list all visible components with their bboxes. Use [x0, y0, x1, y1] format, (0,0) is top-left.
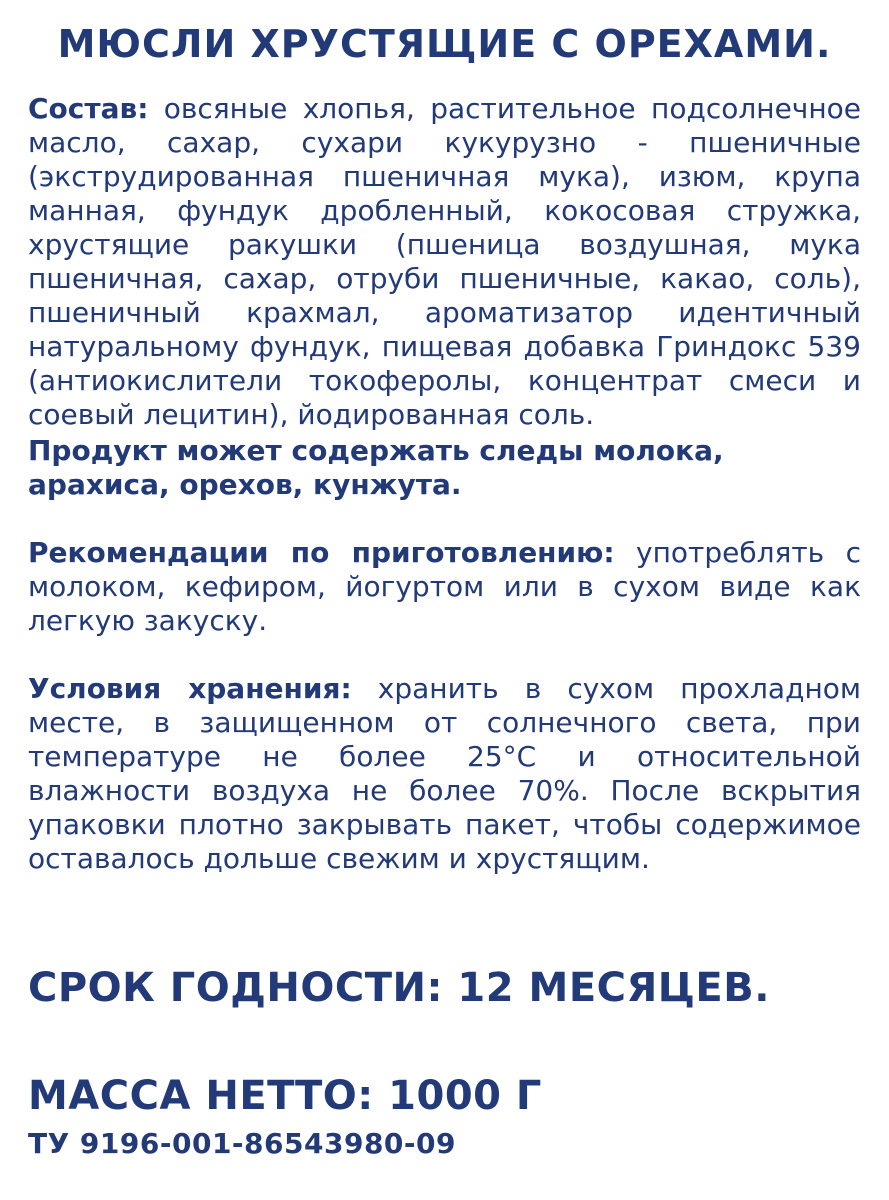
shelf-life: СРОК ГОДНОСТИ: 12 МЕСЯЦЕВ. — [28, 965, 770, 1011]
preparation-label: Рекомендации по приготовлению: — [28, 536, 615, 569]
product-title: МЮСЛИ ХРУСТЯЩИЕ С ОРЕХАМИ. — [57, 22, 832, 66]
composition-text: овсяные хлопья, растительное подсолнечное масло, сахар, сухари кукурузно - пшеничные (экструдированная пшеничная мука), изюм, крупа манная, фундук дробленный, кокосовая стружка, хрустящие ракушки (пшеница воздушная, мука пшеничная, сахар, отруби пшеничные, какао, соль), пшеничный крахмал, ароматизатор идентичный натуральному фундук, пищевая добавка Гриндокс 539 (антиокислители токоферолы, концентрат смеси и соевый лецитин), йодированная соль. — [28, 92, 861, 431]
allergen-warning: Продукт может содержать следы молока, арахиса, орехов, кунжута. — [28, 434, 724, 501]
composition-section — [28, 92, 861, 432]
storage-label: Условия хранения: — [28, 672, 352, 705]
technical-spec: ТУ 9196-001-86543980-09 — [28, 1127, 456, 1160]
preparation-section — [28, 536, 861, 638]
storage-section — [28, 672, 861, 876]
net-mass: МАССА НЕТТО: 1000 Г — [28, 1073, 542, 1119]
composition-label: Состав: — [28, 92, 149, 125]
storage-text: хранить в сухом прохладном месте, в защищенном от солнечного света, при температуре не более 25°С и относительной влажности воздуха не более 70%. После вскрытия упаковки плотно закрывать пакет, чтобы содержимое оставалось дольше свежим и хрустящим. — [28, 672, 862, 875]
preparation-text: употреблять с молоком, кефиром, йогуртом или в сухом виде как легкую закуску. — [28, 536, 861, 637]
